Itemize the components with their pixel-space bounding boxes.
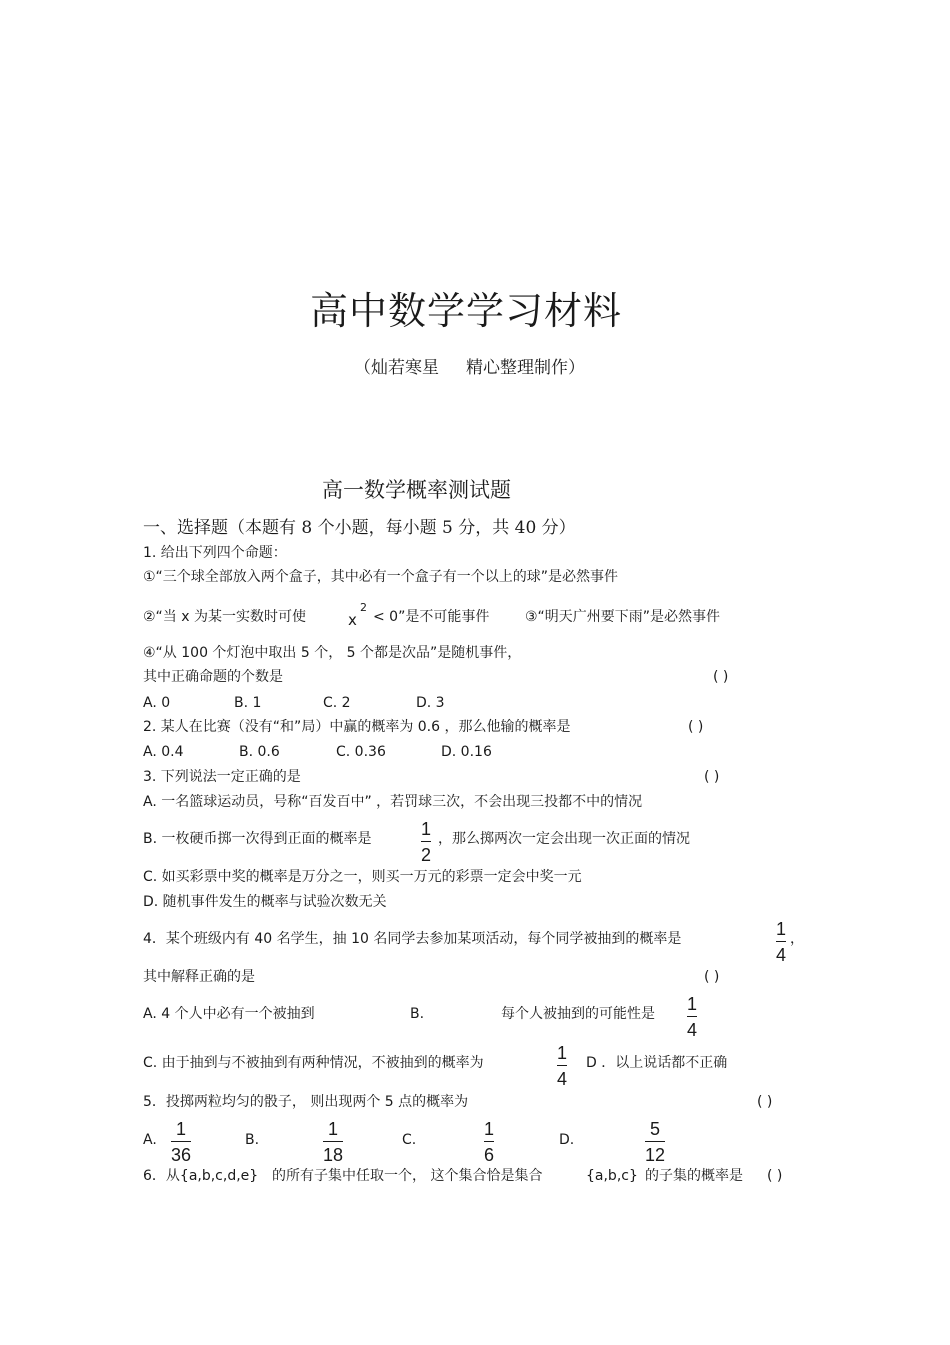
q6-stem-end: 的子集的概率是: [645, 1168, 743, 1184]
fraction-denominator: 2: [421, 845, 432, 865]
q1-proposition-1: ①“三个球全部放入两个盒子，其中必有一个盒子有一个以上的球”是必然事件: [143, 569, 619, 585]
q6-stem-start: 6．从{a,b,c,d,e}: [143, 1168, 259, 1184]
q4-option-b-fraction: [687, 995, 697, 1039]
q5-option-c-label: C.: [402, 1132, 417, 1148]
q5-option-b-label: B.: [245, 1132, 260, 1148]
fraction-bar: [484, 1141, 494, 1142]
q6-answer-paren: ( ): [767, 1168, 783, 1184]
fraction-denominator: 18: [323, 1145, 344, 1165]
fraction-denominator: 6: [484, 1145, 495, 1165]
q5-answer-paren: ( ): [757, 1094, 773, 1110]
q5-option-d-label: D.: [559, 1132, 575, 1148]
fraction-numerator: 1: [687, 994, 698, 1014]
fraction-numerator: 1: [776, 919, 787, 939]
q4-option-b-label: B.: [410, 1006, 425, 1022]
q3-option-d: D. 随机事件发生的概率与试验次数无关: [143, 894, 387, 910]
q3-answer-paren: ( ): [704, 769, 720, 785]
q5-option-a-fraction: [171, 1120, 191, 1164]
q1-option-b: B. 1: [234, 695, 262, 711]
q4-option-d: D ．以上说话都不正确: [586, 1055, 728, 1071]
fraction-bar: [776, 941, 786, 942]
q3-option-b-fraction: [421, 820, 431, 864]
q1-option-c: C. 2: [323, 695, 351, 711]
q2-stem: 2. 某人在比赛（没有“和”局）中赢的概率为 0.6 ，那么他输的概率是: [143, 719, 571, 735]
fraction-numerator: 5: [650, 1119, 661, 1139]
q3-stem: 3. 下列说法一定正确的是: [143, 769, 301, 785]
q2-option-a: A. 0.4: [143, 744, 184, 760]
fraction-bar: [645, 1141, 665, 1142]
fraction-denominator: 12: [645, 1145, 666, 1165]
q4-option-c: C. 由于抽到与不被抽到有两种情况，不被抽到的概率为: [143, 1055, 484, 1071]
fraction-denominator: 4: [687, 1020, 698, 1040]
q1-answer-paren: ( ): [713, 669, 729, 685]
q6-set: {a,b,c}: [586, 1168, 638, 1184]
q4-option-a: A. 4 个人中必有一个被抽到: [143, 1006, 315, 1022]
q2-option-c: C. 0.36: [336, 744, 386, 760]
q5-option-c-fraction: [484, 1120, 494, 1164]
fraction-bar: [421, 841, 431, 842]
q1-proposition-2-tail: < 0”是不可能事件: [373, 609, 490, 625]
q1-math-exponent: 2: [360, 601, 367, 614]
q3-option-b: B. 一枚硬币掷一次得到正面的概率是: [143, 831, 372, 847]
q5-option-b-fraction: [323, 1120, 343, 1164]
fraction-bar: [323, 1141, 343, 1142]
subtitle-left: （灿若寒星: [354, 358, 439, 378]
fraction-denominator: 4: [557, 1069, 568, 1089]
q4-answer-paren: ( ): [704, 969, 720, 985]
fraction-numerator: 1: [421, 819, 432, 839]
q1-proposition-4: ④“从 100 个灯泡中取出 5 个， 5 个都是次品”是随机事件，: [143, 645, 522, 661]
fraction-numerator: 1: [484, 1119, 495, 1139]
q1-proposition-3: ③“明天广州要下雨”是必然事件: [525, 609, 721, 625]
q4-ask: 其中解释正确的是: [143, 969, 255, 985]
q1-option-d: D. 3: [416, 695, 445, 711]
q5-option-a-label: A.: [143, 1132, 157, 1148]
fraction-bar: [557, 1065, 567, 1066]
q5-option-d-fraction: [645, 1120, 665, 1164]
q3-option-b-tail: ，那么掷两次一定会出现一次正面的情况: [438, 831, 690, 847]
q4-stem: 4．某个班级内有 40 名学生，抽 10 名同学去参加某项活动，每个同学被抽到的概率是: [143, 931, 682, 947]
q4-option-c-fraction: [557, 1044, 567, 1088]
fraction-numerator: 1: [557, 1043, 568, 1063]
q1-math-x: x: [348, 611, 357, 629]
subtitle-right: 精心整理制作）: [466, 358, 585, 378]
q4-stem-fraction: [776, 920, 786, 964]
q3-option-c: C. 如买彩票中奖的概率是万分之一，则买一万元的彩票一定会中奖一元: [143, 869, 582, 885]
fraction-bar: [171, 1141, 191, 1142]
q2-option-d: D. 0.16: [441, 744, 492, 760]
q2-answer-paren: ( ): [688, 719, 704, 735]
q3-option-a: A. 一名篮球运动员，号称“百发百中” ，若罚球三次，不会出现三投都不中的情况: [143, 794, 643, 810]
document-title: 高中数学学习材料: [310, 289, 623, 333]
q6-stem-middle: 的所有子集中任取一个， 这个集合恰是集合: [272, 1168, 543, 1184]
fraction-numerator: 1: [176, 1119, 187, 1139]
fraction-denominator: 36: [171, 1145, 192, 1165]
section-heading: 一、选择题（本题有 8 个小题，每小题 5 分，共 40 分）: [143, 518, 576, 538]
fraction-bar: [687, 1016, 697, 1017]
fraction-denominator: 4: [776, 945, 787, 965]
paper-title: 高一数学概率测试题: [322, 478, 511, 502]
q4-stem-comma: ，: [790, 931, 804, 947]
q1-proposition-2: ②“当 x 为某一实数时可使: [143, 609, 306, 625]
fraction-numerator: 1: [328, 1119, 339, 1139]
q1-option-a: A. 0: [143, 695, 171, 711]
q4-option-b: 每个人被抽到的可能性是: [501, 1006, 655, 1022]
q1-ask: 其中正确命题的个数是: [143, 669, 283, 685]
q1-stem: 1. 给出下列四个命题：: [143, 545, 287, 561]
q2-option-b: B. 0.6: [239, 744, 280, 760]
q5-stem: 5．投掷两粒均匀的骰子， 则出现两个 5 点的概率为: [143, 1094, 469, 1110]
